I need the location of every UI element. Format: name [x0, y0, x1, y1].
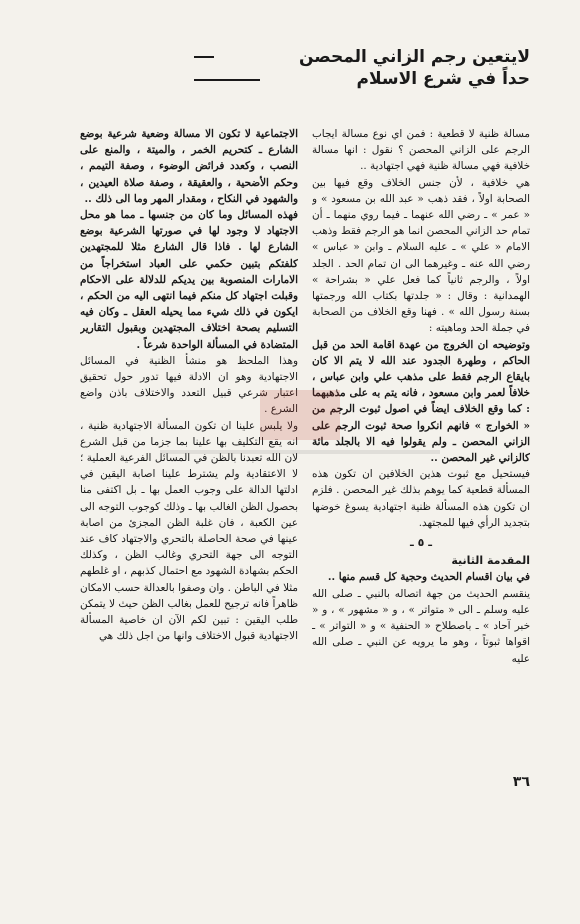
left-column-paragraph: في بيان اقسام الحديث وحجية كل قسم منها .. — [327, 571, 530, 584]
left-column-paragraph: هي خلافية ، لأن جنس الخلاف وقع فيها بين الصحابة اولاً ، فقد ذهب « عبد الله بن مسعود » و « عمر » ـ رضي الله عنهما ـ فيما روي منهما ـ أن تمام حد الزاني المحصن انما هو الرجم فقط وذهب الامام « علي » ـ عليه السلام ـ وابن « عباس » رضي الله عنه ـ وغيرهما الى ان تمام الحد . الجلد اولاً ، والرجم ثانياً كما فعل علي « بشراحة » الهمدانية : وقال : « جلدتها بكتاب الله ورجمتها بسنة رسول الله » . فهنا وقع الخلاف من الصحابة في جملة الحد وماهيته : — [312, 176, 530, 335]
left-column-paragraph: ـ ٥ ـ — [410, 536, 432, 550]
left-column-paragraph: المقدمة الثانية — [451, 554, 530, 568]
right-column — [80, 126, 298, 766]
header-rule-top — [194, 56, 214, 58]
right-column-paragraph: الاجتماعية لا تكون الا مسالة وضعية شرعية بوضع الشارع ـ كتحريم الخمر ، والميتة ، والمنع على النصب ، وكعدد فرائض الوضوء ، وصفة التيمم ، وحكم الأضحية ، والعقيقة ، وصفة صلاة العيدين ، والشهود في النكاح ، ومقدار المهر وما الى ذلك .. — [80, 128, 298, 205]
right-column-paragraph: ولا يلبس علينا ان تكون المسألة الاجتهادية ظنية ، انه يقع التكليف بها علينا بما جزما من قبل الشرع لان الله تعبدنا بالظن في المسائل الفرعية العملية ؛ لا الاعتقادية ولم يشترط علينا اصابة اليقين في ادلتها الدالة على وجوب العمل بها ـ بل اكتفى منا بحصول الظن الغالب بها ـ وذلك كوجوب التوجه الى عين الكعبة ، فان غلبة الظن المجزئ من اصابة عينها في صحة الحاصلة بالتحري والاجتهاد كاف عند التوجه الى جهة التحري وغالب الظن ، وكذلك الحكم بشهادة الشهود مع احتمال كذبهم ، او غلطهم مثلا في الباطن . وان وصفوا بالعدالة حسب الامكان ظاهراً فانه ترجيح للعمل بغالب الظن حيث لا يتمكن طلب اليقين : تبين لكم الآن ان خاصية المسألة الاجتهادية قبول الاختلاف وانها من اجل ذلك هي — [80, 419, 298, 643]
right-column-paragraph: فهذه المسائل وما كان من جنسها ـ مما هو محل الاجتهاد لا وجود لها في صورتها الشرعية بوضع الشارع لها . فاذا قال الشارع مثلا للمجتهدين كلفتكم بتبين حكمي على العباد استخراجاً من الامارات المنصوبة بين يديكم للدلالة على الاحكام وقبلت اجتهاد كل منكم فيما انتهى اليه من الحكم ، ايكون في ذلك شيء مما يحيله العقل ـ وكان فيه التسليم بصحة اختلاف المجتهدين وبقبول التقارير المتضادة في المسألة الواحدة شرعاً . — [80, 209, 298, 351]
left-column-paragraph: فيستحيل مع ثبوت هذين الخلافين ان تكون هذه المسألة قطعية كما يوهم بذلك غير المحصن . فلزم ان تكون هذه المسألة ظنية اجتهادية يسوغ خوضها بتجديد الرأي فيها للمجتهد. — [312, 468, 530, 529]
running-title-line-1: لايتعين رجم الزاني المحصن — [298, 47, 530, 67]
header-rule-bottom — [194, 79, 260, 81]
running-header — [200, 46, 530, 90]
left-column-paragraph: مسالة ظنية لا قطعية : فمن اي نوع مسالة ايجاب الرجم على الزاني المحصن ؟ نقول : انها مسالة خلافية فهي مسالة ظنية فهي اجتهادية .. — [312, 128, 530, 173]
page-number: ٣٦ — [512, 774, 530, 790]
left-column-paragraph: وتوضيحه ان الخروج من عهدة اقامة الحد من قبل الحاكم ، وطهرة الجدود عند الله لا يتم الا كان بايقاع الرجم فقط على مذهب علي وابن عباس ، خلافاً لعمر وابن مسعود ، فانه يتم به على مذهبهما : كما وقع الخلاف ايضاً في اصول ثبوت الرجم من « الخوارج » فانهم انكروا صحة ثبوت الرجم على الزاني المحصن ـ ولم يقولوا فيه الا بالجلد مائة كالزاني غير المحصن .. — [312, 338, 530, 465]
left-column — [312, 126, 530, 766]
running-title-line-2: حداً في شرع الاسلام — [356, 69, 530, 89]
text-columns — [80, 126, 530, 766]
left-column-paragraph: ينقسم الحديث من جهة اتصاله بالنبي ـ صلى الله عليه وسلم ـ الى « متواتر » ، و « مشهور » ، و « خبر آحاد » ـ باصطلاح « الحنفية » و « التواتر » ـ اقواها ثبوتاً ، وهو ما يرويه عن النبي ـ صلى الله عليه — [312, 587, 530, 665]
right-column-paragraph: وهذا الملحظ هو منشأ الظنية في المسائل الاجتهادية وهو ان الادلة فيها تدور حول تحقيق اعتبار شرعي قبيل التعدد والاختلاف باذن واضع الشرع . — [80, 354, 298, 416]
